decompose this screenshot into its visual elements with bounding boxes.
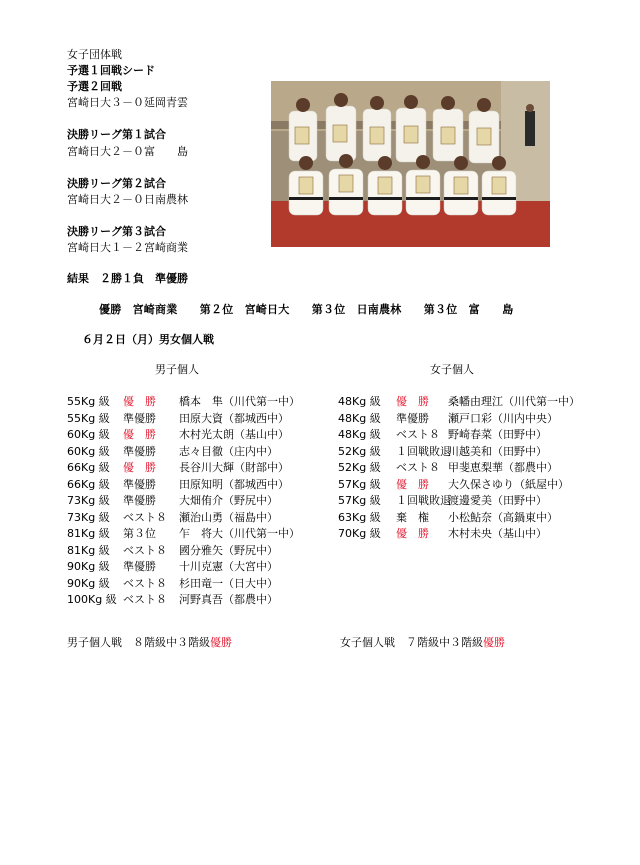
male-athlete-name: 瀬治山勇（福島中） — [179, 510, 278, 524]
male-placement: ベスト８ — [123, 576, 167, 590]
male-result-row — [67, 427, 317, 444]
male-result-row — [67, 592, 317, 609]
male-placement: ベスト８ — [123, 543, 167, 557]
male-weight-class: 73Kg 級 — [67, 494, 110, 507]
female-athlete-name: 甲斐恵梨華（都農中） — [448, 461, 558, 474]
round1-heading: 予選１回戦シード — [67, 64, 155, 77]
male-summary-text: 男子個人戦 ８階級中３階級 — [67, 636, 210, 649]
male-athlete-name: 志々目徹（庄内中） — [179, 444, 278, 458]
male-placement: 準優勝 — [123, 411, 156, 425]
team-title: 女子団体戦 — [67, 48, 122, 61]
male-athlete-name: 河野真吾（都農中） — [179, 593, 278, 606]
male-result-row — [67, 411, 317, 428]
individual-date-title: ６月２日（月）男女個人戦 — [82, 333, 214, 346]
male-athlete-name: 橋本 隼（川代第一中） — [179, 395, 300, 408]
female-weight-class: 52Kg 級 — [338, 444, 381, 458]
female-athlete-name: 小松鮎奈（高鍋東中） — [448, 510, 558, 524]
female-weight-class: 52Kg 級 — [338, 461, 381, 474]
league3-result: 宮崎日大１－２宮崎商業 — [67, 241, 188, 254]
female-result-row — [338, 526, 598, 543]
male-summary-highlight: 優勝 — [210, 636, 232, 649]
female-placement: ベスト８ — [396, 428, 440, 441]
male-weight-class: 73Kg 級 — [67, 510, 110, 524]
male-weight-class: 55Kg 級 — [67, 411, 110, 425]
female-result-row — [338, 444, 598, 461]
male-placement: 優 勝 — [123, 395, 156, 408]
female-result-row — [338, 411, 598, 428]
female-result-row — [338, 493, 598, 510]
female-athlete-name: 大久保さゆり（紙屋中） — [448, 477, 569, 491]
male-athlete-name: 乍 将大（川代第一中） — [179, 527, 300, 540]
male-athlete-name: 田原知明（都城西中） — [179, 477, 289, 491]
male-weight-class: 60Kg 級 — [67, 444, 110, 458]
female-placement: 優 勝 — [396, 477, 429, 491]
league2-heading: 決勝リーグ第２試合 — [67, 177, 166, 190]
male-athlete-name: 大畑侑介（野尻中） — [179, 494, 278, 507]
team-summary: 結果 ２勝１負 準優勝 — [67, 272, 188, 285]
female-results-list — [338, 394, 598, 543]
male-placement: 準優勝 — [123, 494, 156, 507]
male-athlete-name: 國分雅矢（野尻中） — [179, 543, 278, 557]
male-weight-class: 60Kg 級 — [67, 428, 110, 441]
male-weight-class: 90Kg 級 — [67, 576, 110, 590]
female-placement: ベスト８ — [396, 461, 440, 474]
male-result-row — [67, 543, 317, 560]
male-result-row — [67, 576, 317, 593]
female-placement: 優 勝 — [396, 395, 429, 408]
female-result-row — [338, 460, 598, 477]
female-athlete-name: 渡邊愛美（田野中） — [448, 494, 547, 507]
female-athlete-name: 瀬戸口彩（川内中央） — [448, 411, 558, 425]
male-results-list — [67, 394, 317, 609]
female-result-row — [338, 510, 598, 527]
male-placement: ベスト８ — [123, 593, 167, 606]
male-summary — [67, 635, 232, 651]
female-athlete-name: 桑幡由理江（川代第一中） — [448, 395, 580, 408]
male-athlete-name: 杉田竜一（日大中） — [179, 576, 278, 590]
male-athlete-name: 木村光太朗（基山中） — [179, 428, 289, 441]
male-result-row — [67, 526, 317, 543]
male-weight-class: 55Kg 級 — [67, 395, 110, 408]
female-weight-class: 63Kg 級 — [338, 510, 381, 524]
female-placement: 準優勝 — [396, 411, 429, 425]
female-placement: １回戦敗退 — [396, 494, 451, 507]
team-standings: 優勝 宮崎商業 第２位 宮崎日大 第３位 日南農林 第３位 富 島 — [99, 303, 514, 316]
female-placement: 優 勝 — [396, 527, 429, 540]
female-weight-class: 48Kg 級 — [338, 395, 381, 408]
female-placement: １回戦敗退 — [396, 444, 451, 458]
male-athlete-name: 長谷川大輝（財部中） — [179, 461, 289, 474]
male-weight-class: 100Kg 級 — [67, 593, 117, 606]
male-placement: 準優勝 — [123, 477, 156, 491]
female-result-row — [338, 427, 598, 444]
male-weight-class: 81Kg 級 — [67, 543, 110, 557]
male-weight-class: 81Kg 級 — [67, 527, 110, 540]
male-weight-class: 90Kg 級 — [67, 560, 110, 573]
male-placement: 準優勝 — [123, 560, 156, 573]
female-athlete-name: 野崎春菜（田野中） — [448, 428, 547, 441]
male-placement: ベスト８ — [123, 510, 167, 524]
female-result-row — [338, 477, 598, 494]
male-result-row — [67, 493, 317, 510]
round2-result: 宮崎日大３－０延岡青雲 — [67, 96, 188, 109]
male-weight-class: 66Kg 級 — [67, 461, 110, 474]
league1-heading: 決勝リーグ第１試合 — [67, 128, 166, 141]
league1-result: 宮崎日大２－０富 島 — [67, 145, 188, 158]
male-athlete-name: 田原大資（都城西中） — [179, 411, 289, 425]
male-result-row — [67, 477, 317, 494]
female-weight-class: 48Kg 級 — [338, 428, 381, 441]
male-result-row — [67, 559, 317, 576]
female-athlete-name: 木村未央（基山中） — [448, 527, 547, 540]
female-summary — [340, 635, 505, 651]
male-result-row — [67, 394, 317, 411]
male-placement: 準優勝 — [123, 444, 156, 458]
male-result-row — [67, 510, 317, 527]
male-result-row — [67, 460, 317, 477]
male-result-row — [67, 444, 317, 461]
male-placement: 第３位 — [123, 527, 156, 540]
female-summary-highlight: 優勝 — [483, 636, 505, 649]
female-summary-text: 女子個人戦 ７階級中３階級 — [340, 636, 483, 649]
league2-result: 宮崎日大２－０日南農林 — [67, 193, 188, 206]
male-weight-class: 66Kg 級 — [67, 477, 110, 491]
female-athlete-name: 川越美和（田野中） — [448, 444, 547, 458]
female-placement: 棄 権 — [396, 510, 429, 524]
round2-heading: 予選２回戦 — [67, 80, 122, 93]
team-photo — [271, 81, 550, 247]
female-weight-class: 70Kg 級 — [338, 527, 381, 540]
female-weight-class: 57Kg 級 — [338, 494, 381, 507]
female-weight-class: 57Kg 級 — [338, 477, 381, 491]
female-weight-class: 48Kg 級 — [338, 411, 381, 425]
male-athlete-name: 十川克憲（大宮中） — [179, 560, 278, 573]
male-placement: 優 勝 — [123, 461, 156, 474]
female-result-row — [338, 394, 598, 411]
male-placement: 優 勝 — [123, 428, 156, 441]
male-heading: 男子個人 — [155, 363, 199, 376]
female-heading: 女子個人 — [430, 363, 474, 376]
league3-heading: 決勝リーグ第３試合 — [67, 225, 166, 238]
